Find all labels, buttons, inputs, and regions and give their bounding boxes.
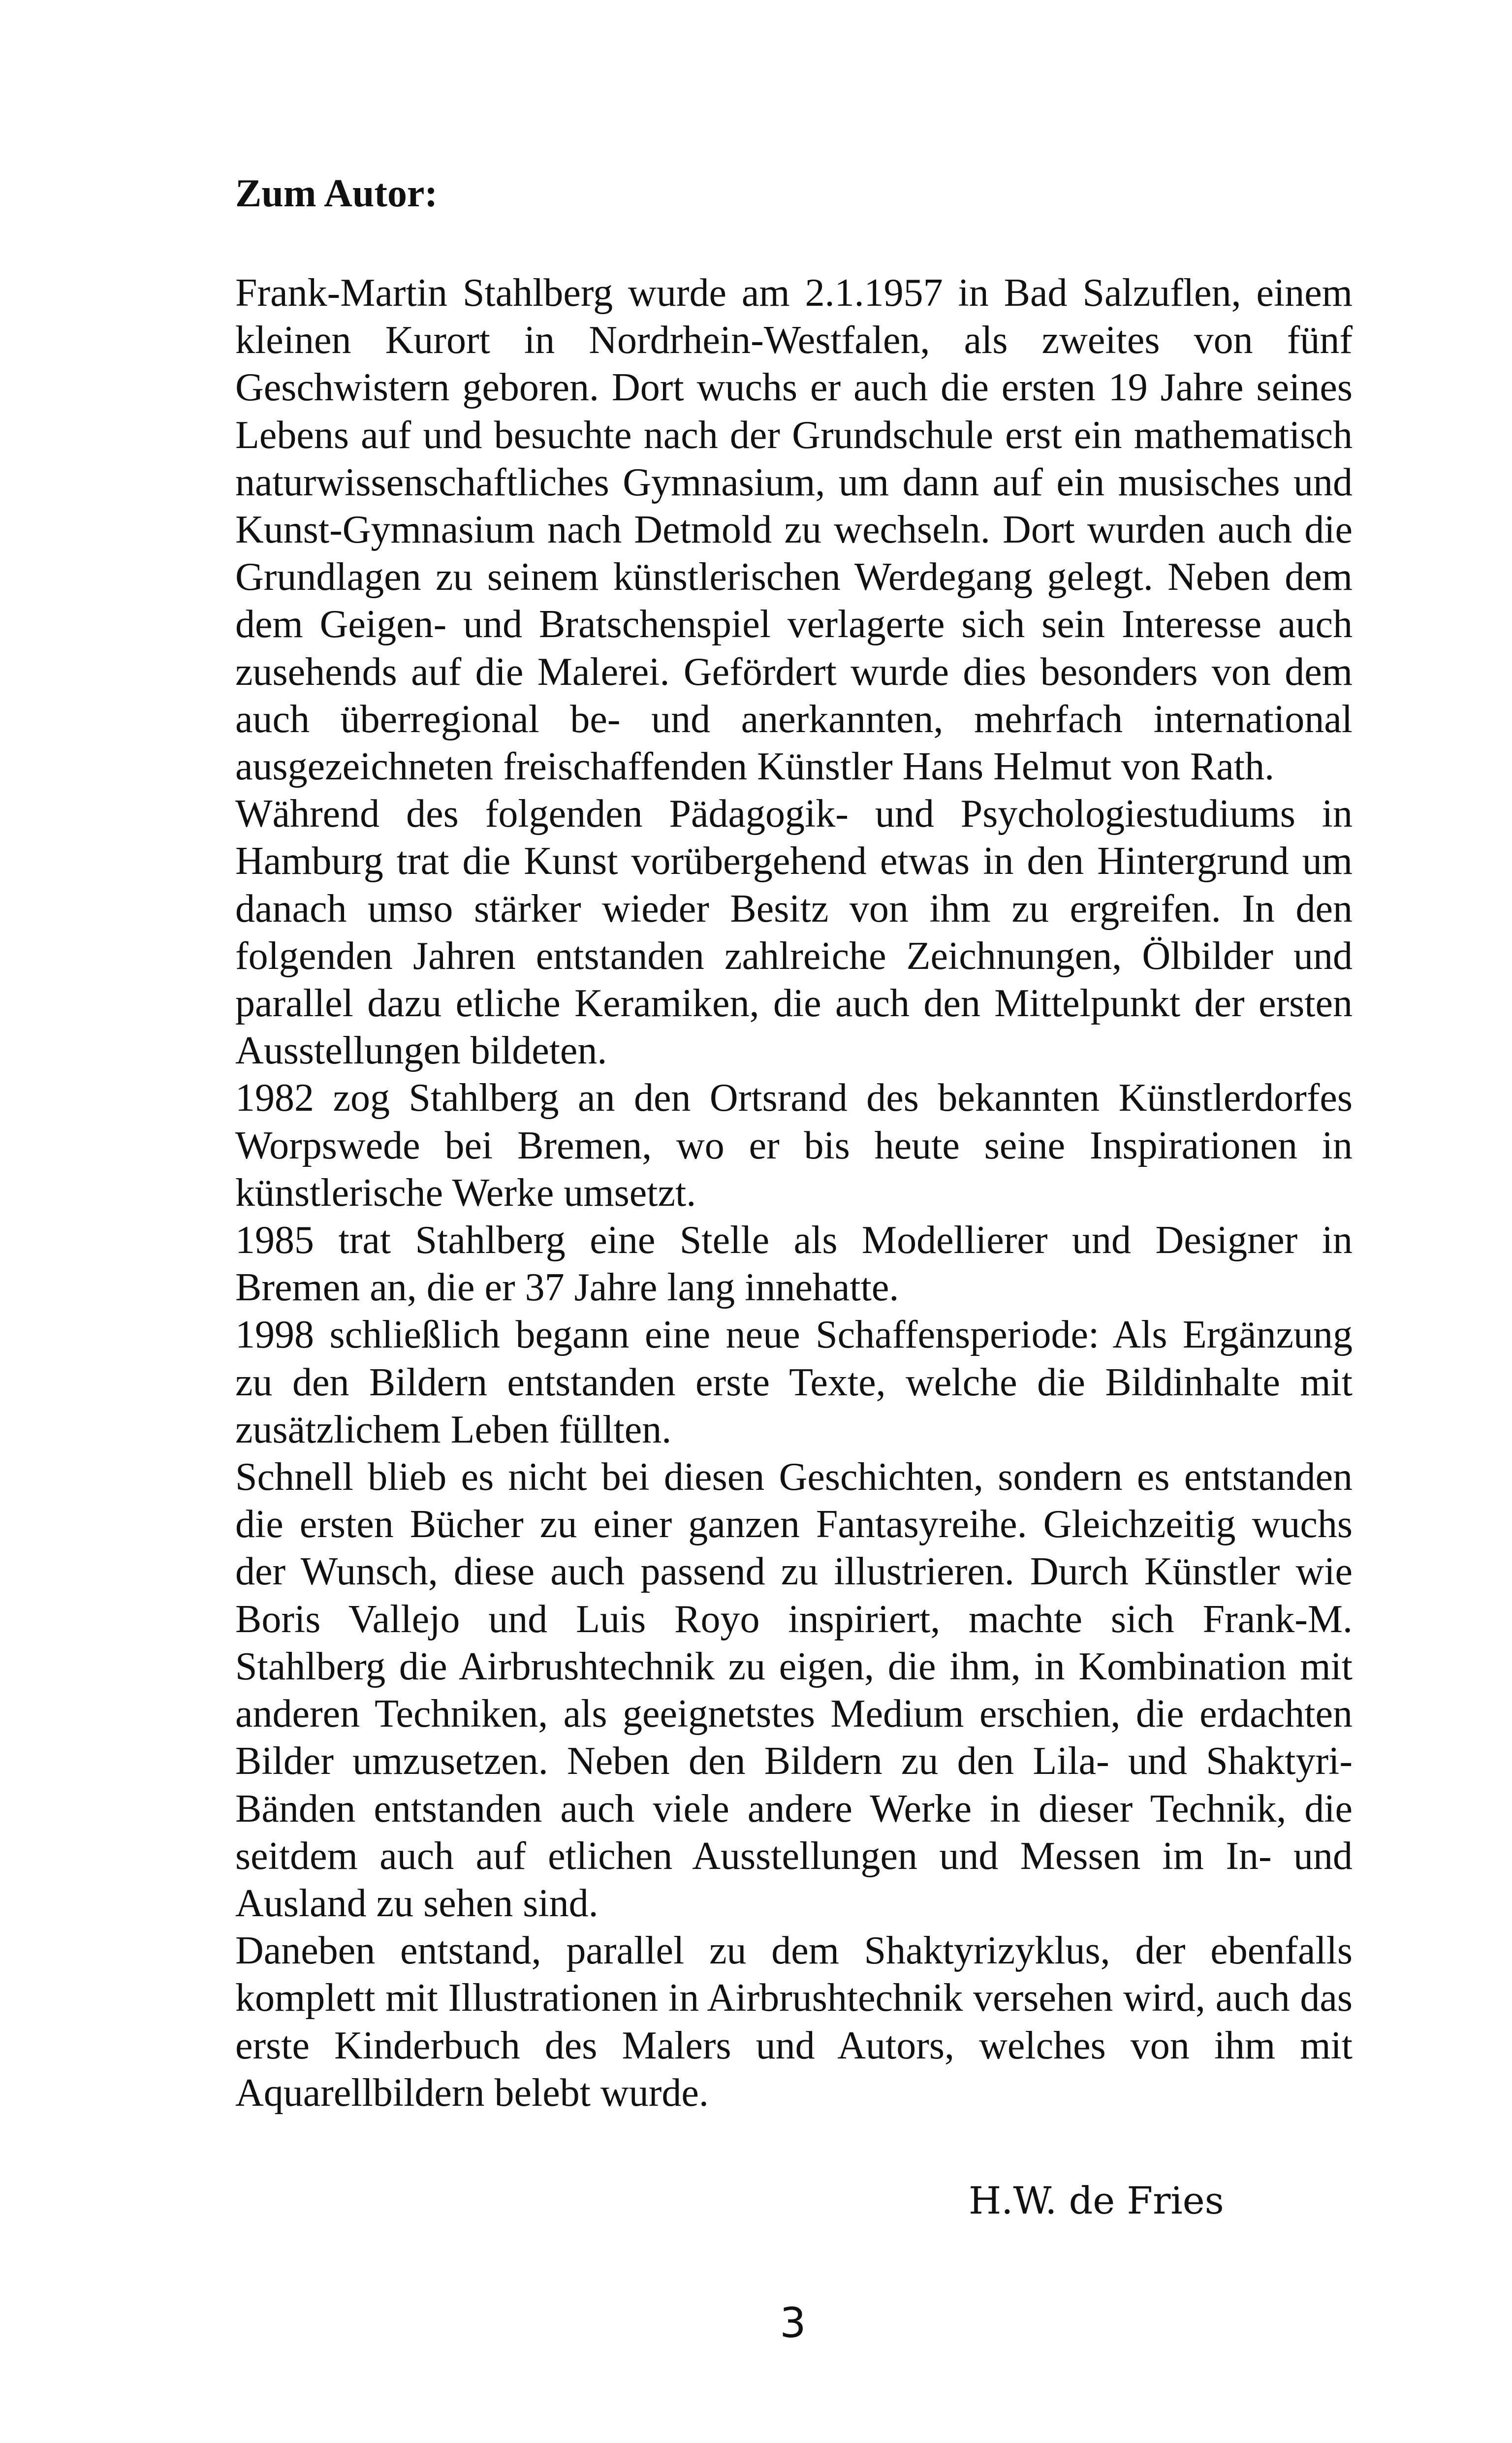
section-heading: Zum Autor: [235, 172, 438, 215]
paragraph-childrens-book: Daneben entstand, parallel zu dem Shaktyrizyklus, der ebenfalls komplett mit Illustrationen in Airbrushtechnik versehen wird, auch das erste Kinderbuch des Malers und Autors, welches von ihm mit Aquarellbildern belebt wurde. [235, 1929, 1353, 2115]
paragraph-early-life: Frank-Martin Stahlberg wurde am 2.1.1957 in Bad Salzuflen, einem kleinen Kurort in Nordrhein-Westfalen, als zweites von fünf Geschwistern geboren. Dort wuchs er auch die ersten 19 Jahre seines Lebens auf und besuchte nach der Grundschule erst ein mathematisch naturwissenschaftliches Gymnasium, um dann auf ein musisches und Kunst-Gymnasium nach Detmold zu wechseln. Dort wurden auch die Grundlagen zu seinem künstlerischen Werdegang gelegt. Neben dem dem Geigen- und Bratschenspiel verlagerte sich sein Interesse auch zusehends auf die Malerei. Gefördert wurde dies besonders von dem auch überregional be- und anerkannten, mehrfach international ausgezeichneten freischaffenden Künstler Hans Helmut von Rath. [235, 271, 1353, 789]
paragraph-fantasy: Schnell blieb es nicht bei diesen Geschichten, sondern es entstanden die ersten Bücher zu einer ganzen Fantasyreihe. Gleichzeitig wuchs der Wunsch, diese auch passend zu illustrieren. Durch Künstler wie Boris Vallejo und Luis Royo inspiriert, machte sich Frank-M. Stahlberg die Airbrushtechnik zu eigen, die ihm, in Kombination mit anderen Techniken, als geeignetstes Medium erschien, die erdachten Bilder umzusetzen. Neben den Bildern zu den Lila- und Shaktyri-Bänden entstanden auch viele andere Werke in dieser Technik, die seitdem auch auf etlichen Ausstellungen und Messen im In- und Ausland zu sehen sind. [235, 1455, 1353, 1925]
author-biography [235, 269, 1353, 2117]
paragraph-worpswede: 1982 zog Stahlberg an den Ortsrand des bekannten Künstlerdorfes Worpswede bei Bremen, wo er bis heute seine Inspirationen in künstlerische Werke umsetzt. [235, 1076, 1353, 1215]
paragraph-texts: 1998 schließlich begann eine neue Schaffensperiode: Als Ergänzung zu den Bildern entstanden erste Texte, welche die Bildinhalte mit zusätzlichem Leben füllten. [235, 1313, 1353, 1451]
paragraph-studies: Während des folgenden Pädagogik- und Psychologiestudiums in Hamburg trat die Kunst vorübergehend etwas in den Hintergrund um danach umso stärker wieder Besitz von ihm zu ergreifen. In den folgenden Jahren entstanden zahlreiche Zeichnungen, Ölbilder und parallel dazu etliche Keramiken, die auch den Mittelpunkt der ersten Ausstellungen bildeten. [235, 792, 1353, 1073]
paragraph-designer: 1985 trat Stahlberg eine Stelle als Modellierer und Designer in Bremen an, die er 37 Jahre lang innehatte. [235, 1219, 1353, 1310]
page-number: 3 [780, 2299, 806, 2347]
author-signature: H.W. de Fries [969, 2179, 1224, 2222]
